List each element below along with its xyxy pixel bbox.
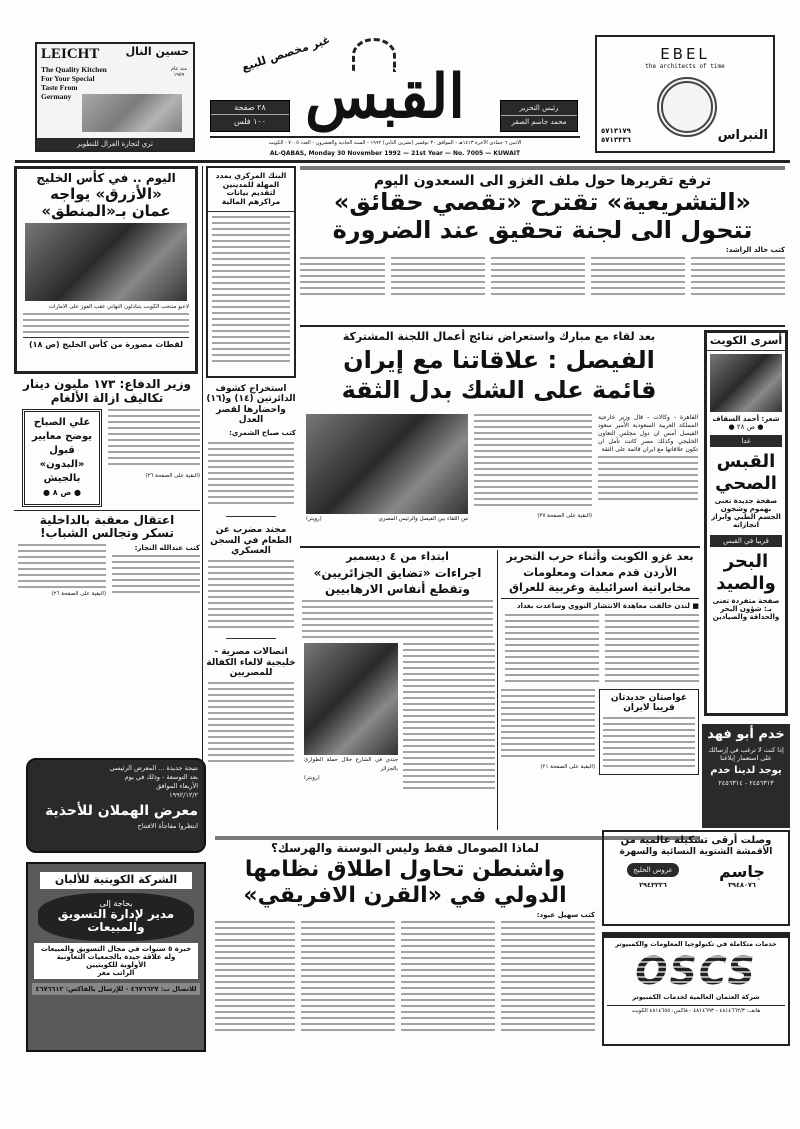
bank-story <box>206 166 296 378</box>
somalia-byline: كتب سهيل عبود: <box>536 911 595 920</box>
algeria-kicker: ابتداء من ٤ ديسمبر <box>346 550 449 563</box>
sports-photo <box>25 223 187 301</box>
defense-headline: وزير الدفاع: ١٧٣ مليون دينار تكاليف ازالة الألغام <box>23 377 191 405</box>
jassim-phone: ٣٩٤٨٠٧٦ <box>728 881 756 890</box>
hamlan-wait: انتظروا مفاجأة الافتتاح <box>137 822 198 830</box>
hamlan-top: نتيجة جديدة ... المعرض الرئيسي <box>109 764 198 772</box>
price: ١٠٠ فلس <box>233 117 267 126</box>
abufahad-phones: ٢٤٥٦٣١٣ - ٢٤٥٦٣١٤ <box>718 779 774 788</box>
hunger-headline: مجند مضرب عن الطعام في السجن العسكري <box>210 525 292 557</box>
poet-photo <box>710 354 782 412</box>
hamlan-ad <box>26 758 206 853</box>
kitchen-image <box>82 94 182 132</box>
dairy-need: بحاجة إلى <box>99 898 133 908</box>
jassim-sub: الأقمشة الشتوية النسائية والسهرة <box>619 846 773 857</box>
editor-label: رئيس التحرير <box>501 104 577 116</box>
jordan-headline: الأردن قدم معدات ومعلومات <box>523 565 677 579</box>
kashf-headline: استخراج كشوف الدائرتين (١٤) و(١٦) واحضارها لقصر العدل <box>206 384 296 426</box>
health-title: القبس الصحي <box>715 450 777 494</box>
dairy-contact: للاتصال ت: ٤٦٧٦٦٢٧ - للإرسال بالفاكس: ٤٦٧٦٦١٢ <box>32 983 200 995</box>
ebel-dealer: النبراس <box>717 128 768 143</box>
leicht-line: Germany <box>41 92 72 102</box>
jassim-ad <box>602 830 790 926</box>
subs-headline: غواصتان جديدتان قريبا لايران <box>610 692 688 714</box>
captives-page: ● ص ٢٨ ● <box>728 422 764 431</box>
ebel-brand: EBEL <box>660 45 710 63</box>
arrest-headline: اعتقال معقبة بالداخلية تسكر وتجالس الشباب! <box>39 512 175 541</box>
arrest-continued: (البقية على الصفحة ٢٦) <box>51 591 106 598</box>
health-label: غدا <box>710 435 782 447</box>
oscs-company: شركة العثمان العالمية لخدمات الكمبيوتر <box>632 993 760 1002</box>
egypt-headline: اتصالات مصرية - خليجية لالغاء الكفالة للمصريين <box>206 647 296 679</box>
jassim-phone: ٢٩٤٣٢٢٦ <box>639 881 667 890</box>
lead-headline: «التشريعية» تقترح «تقصي حقائق» <box>333 188 752 217</box>
somalia-kicker: لماذا الصومال فقط وليس البوسنة والهرسك؟ <box>270 841 540 855</box>
somalia-headline: الدولي في «القرن الافريقي» <box>243 883 567 909</box>
dairy-req: خبرة ٥ سنوات في مجال التسويق والمبيعات <box>40 945 192 954</box>
leicht-line: For Your Special <box>41 74 95 84</box>
ebel-ad <box>595 35 775 153</box>
sea-desc: صفحة متفردة تعنى بـ: شؤون البحر والحداقة والصيادين <box>712 596 780 621</box>
sports-footer-link[interactable]: لقطات مصورة من كأس الخليج (ص ١٨) <box>23 337 189 349</box>
sports-story <box>14 166 198 374</box>
dairy-req: الأولوية للكويتيين <box>86 961 146 970</box>
faisal-headline: الفيصل : علاقاتنا مع إيران <box>343 345 655 374</box>
algeria-credit: (رويتر) <box>304 775 320 782</box>
lead-byline: كتب خالد الراشد: <box>725 246 785 255</box>
leicht-line: Taste From <box>41 83 78 93</box>
jassim-brand: جاسم <box>719 861 765 881</box>
ali-sabah-page: ● ص ٨ ● <box>43 487 81 497</box>
leicht-ad <box>35 42 195 152</box>
abufahad-title: خدم أبو فهد <box>707 727 785 742</box>
jassim-brand2: عروس الخليج <box>627 863 679 877</box>
newspaper-logo: القبس <box>305 62 465 132</box>
ali-sabah-text: علي الصباح يوضح معايير قبول «البدون» بالجيش <box>31 416 93 484</box>
oscs-top: خدمات متكاملة في تكنولوجيا المعلومات والكمبيوتر <box>615 940 777 948</box>
bank-headline: البنك المركزي يمدد المهلة للمدينين لتقديم بيانات مراكزهم المالية <box>208 168 294 212</box>
faisal-kicker: بعد لقاء مع مبارك واستعراض نتائج أعمال اللجنة المشتركة <box>342 330 656 343</box>
leicht-footer: ثري لتجارة الغزال للتطوير <box>37 138 193 150</box>
faisal-lede: القاهرة - وكالات - قال وزير خارجية المملكة العربية السعودية الأمير سعود الفيصل أمس ان دول مجلس التعاون الخليجي وكذلك مصر كانت تأمل ان تكون علاقاتها مع ايران قائمة على الثقة <box>598 413 698 453</box>
sea-label: قريبا في القبس <box>710 535 782 547</box>
leicht-since: منذ عام ١٩٥٩ <box>170 66 187 78</box>
dairy-position: مدير لإدارة التسويق والمبيعات <box>57 906 175 935</box>
leicht-brand: LEICHT <box>41 46 100 62</box>
defense-continued: (البقية على الصفحة ٢٦) <box>145 472 200 479</box>
oscs-logo: OSCS <box>607 948 785 994</box>
somalia-story <box>215 842 595 1031</box>
date-line-arabic: الاثنين ٦ جمادى الآخرة ١٤١٣هـ - الموافق ٣٠ نوفمبر (تشرين الثاني) ١٩٩٢ - السنة الحادية والعشرون - العدد ٧٠٠٥ - الكويت <box>268 140 522 146</box>
algeria-caption: جندي في الشارع خلال حملة الطوارئ بالجزائر <box>304 757 398 773</box>
not-for-sale-stamp: غير مخصص للبيع <box>239 33 332 74</box>
sea-title: البحر والصيد <box>716 550 776 594</box>
hamlan-name: معرض الهملان للأحذية <box>45 803 198 819</box>
right-promo-column <box>704 330 788 716</box>
left-column-stories <box>14 378 200 599</box>
dairy-company: الشركة الكويتية للألبان <box>40 872 192 889</box>
oscs-ad <box>602 932 790 1046</box>
ebel-phone: ٥٧١٣١٧٩ <box>601 127 631 135</box>
oscs-phones: هاتف: ٤٨١٤٦٦٢/٣ - ٤٨١٤٦٩٣ - فاكس: ٤٨١٤٦٥٥ الكويت <box>607 1005 785 1014</box>
captives-poet: شعر: أحمد السقاف <box>712 414 780 423</box>
faisal-photo <box>306 414 468 514</box>
lead-story <box>300 173 785 297</box>
jordan-kicker: بعد غزو الكويت وأثناء حرب التحرير <box>506 550 694 563</box>
faisal-story <box>300 331 698 524</box>
lead-headline: تتحول الى لجنة تحقيق عند الضرورة <box>332 215 753 244</box>
editor-name: محمد جاسم الصقر <box>511 118 567 126</box>
ebel-phone: ٥٧١٣٣٣٦ <box>601 136 631 144</box>
jordan-continued: (البقية على الصفحة ٢١) <box>540 763 595 770</box>
sports-headline: «الأزرق» يواجه <box>50 184 162 203</box>
abufahad-body: إذا كنت لا ترغب في إرسالك على استعمار إبلاغنا <box>708 745 784 762</box>
faisal-caption: من اللقاء بين الفيصل والرئيس المصري <box>378 515 468 522</box>
jordan-subhead: ■ لندن خالفت معاهدة الانتشار النووي وساعدت بغداد <box>516 601 699 610</box>
hamlan-mid: بعد التوسعة - وذلك في يوم <box>124 773 198 781</box>
dairy-ad <box>26 862 206 1052</box>
kashf-byline: كتب صباح الشمري: <box>229 429 296 438</box>
sports-kicker: اليوم .. في كأس الخليج <box>36 171 176 185</box>
sports-caption: لاعبو منتخب الكويت يتبادلون التهاني عقب الفوز على الامارات <box>48 304 189 311</box>
algeria-photo <box>304 643 398 755</box>
hamlan-day: الأربعاء الموافق <box>156 782 198 790</box>
leicht-line: The Quality Kitchen <box>41 65 107 75</box>
dairy-salary: الراتب مغر <box>97 969 135 978</box>
arrest-byline: كتب عبدالله النجار: <box>134 544 200 553</box>
abufahad-ad <box>702 724 790 828</box>
date-line-english: AL-QABAS, Monday 30 November 1992 — 21st Year — No. 7005 — KUWAIT <box>269 150 521 157</box>
algeria-headline: اجراءات «تضايق الجزائريين» <box>313 565 482 580</box>
somalia-headline: واشنطن تحاول اطلاق نظامها <box>244 856 566 882</box>
faisal-headline: قائمة على الشك بدل الثقة <box>341 376 657 405</box>
faisal-credit: (رويتر) <box>306 515 322 522</box>
dairy-req: وله علاقة جيدة بالجمعيات التعاونية <box>56 953 176 962</box>
hamlan-date: ١٩٩٢/١٢/٢ <box>169 791 198 799</box>
ebel-tagline: the architects of time <box>645 63 725 70</box>
subs-story <box>599 689 699 775</box>
jordan-headline: مخابراتية اسرائيلية وغربية للعراق <box>509 581 691 595</box>
sports-headline: عمان بـ«المنطق» <box>41 202 171 221</box>
lead-kicker: ترفع تقريرها حول ملف الغزو الى السعدون اليوم <box>373 173 712 189</box>
abufahad-tail: يوجد لدينا خدم <box>710 764 782 776</box>
page-count: ٢٨ صفحة <box>211 103 289 115</box>
watch-icon <box>657 77 717 137</box>
algeria-story <box>300 551 495 793</box>
column2-stories <box>206 384 296 762</box>
faisal-continued: (البقية على الصفحة ٢٧) <box>537 512 592 519</box>
captives-title: أسرى الكويت <box>707 333 785 351</box>
health-desc: صفحة جديدة تعنى بهموم وشجون الجسم الطبي وابراز انجازاته <box>711 496 781 529</box>
jordan-story <box>501 551 699 775</box>
jassim-headline: وصلت أرقى تشكيلة عالمية من <box>620 835 772 846</box>
ali-sabah-box <box>22 409 102 507</box>
algeria-headline: وتقطع أنفاس الارهابيين <box>324 582 471 597</box>
leicht-arabic: حسين النال <box>125 45 189 58</box>
